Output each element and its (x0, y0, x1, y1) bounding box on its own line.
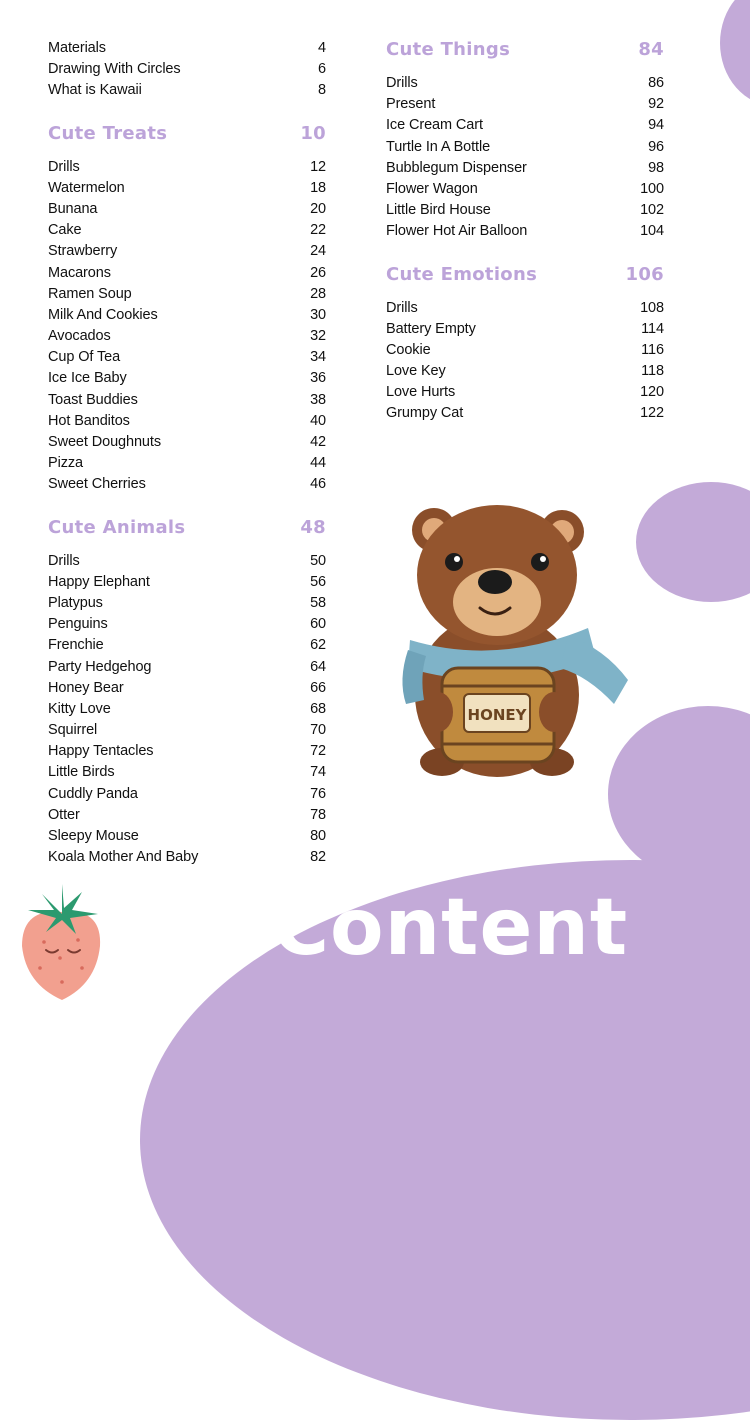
section-list-cute-animals (48, 551, 326, 869)
toc-entry (48, 326, 326, 347)
toc-entry-title: Platypus (48, 594, 103, 611)
section-heading-cute-emotions (386, 263, 664, 287)
section-page: 48 (300, 516, 326, 538)
toc-entry (386, 158, 664, 179)
section-page: 10 (300, 122, 326, 144)
toc-entry (48, 474, 326, 495)
toc-entry-page: 46 (310, 476, 326, 493)
toc-entry-title: Drills (48, 158, 80, 175)
section-title: Cute Things (386, 39, 511, 60)
toc-entry-title: Pizza (48, 455, 83, 472)
toc-entry-title: Ice Cream Cart (386, 117, 483, 134)
toc-entry-page: 68 (310, 700, 326, 717)
section-title: Cute Treats (48, 122, 168, 144)
toc-entry-page: 86 (648, 75, 664, 91)
toc-entry (386, 137, 664, 158)
section-heading-cute-animals (48, 516, 326, 540)
toc-entry-title: Drills (48, 552, 80, 569)
toc-entry-title: Present (386, 96, 436, 113)
toc-entry (48, 411, 326, 432)
toc-entry-page: 34 (310, 349, 326, 366)
toc-entry (48, 263, 326, 284)
toc-entry-page: 108 (640, 299, 664, 316)
toc-entry-title: Sweet Doughnuts (48, 434, 161, 450)
toc-entry-page: 78 (310, 806, 326, 823)
toc-intro-list (48, 38, 326, 102)
toc-entry (48, 80, 326, 101)
toc-entry-title: Materials (48, 40, 106, 56)
toc-entry-page: 4 (318, 40, 326, 56)
toc-entry-page: 38 (310, 391, 326, 408)
toc-entry (386, 361, 664, 382)
decor-circle-top-right (720, 0, 750, 106)
honey-label: HONEY (467, 706, 527, 724)
toc-entry-title: Sleepy Mouse (48, 828, 139, 844)
toc-entry (386, 115, 664, 136)
toc-entry-page: 32 (310, 328, 326, 345)
toc-entry-page: 58 (310, 594, 326, 611)
toc-entry-title: Cookie (386, 341, 431, 358)
toc-entry-page: 120 (640, 384, 664, 401)
toc-entry-title: Grumpy Cat (386, 405, 464, 422)
toc-entry-page: 18 (310, 179, 326, 196)
toc-entry-page: 104 (640, 223, 664, 240)
toc-entry (48, 593, 326, 614)
toc-entry (48, 178, 326, 199)
toc-entry (48, 847, 326, 868)
toc-entry (386, 200, 664, 221)
toc-entry-page: 12 (310, 158, 326, 175)
toc-entry-page: 50 (310, 552, 326, 569)
toc-entry (48, 614, 326, 635)
toc-entry-title: Battery Empty (386, 320, 476, 337)
toc-entry-page: 80 (310, 828, 326, 844)
toc-entry (48, 551, 326, 572)
toc-entry-title: Cake (48, 222, 82, 239)
toc-entry (386, 179, 664, 200)
toc-entry (48, 220, 326, 241)
toc-entry-page: 40 (310, 412, 326, 429)
toc-entry-page: 92 (648, 96, 664, 113)
toc-entry (48, 284, 326, 305)
toc-entry-page: 82 (310, 849, 326, 866)
toc-entry (48, 657, 326, 678)
toc-entry (48, 347, 326, 368)
toc-entry-title: Penguins (48, 616, 108, 633)
toc-entry-title: Honey Bear (48, 679, 124, 696)
toc-entry-title: Drills (386, 299, 418, 316)
toc-entry-title: Happy Tentacles (48, 743, 154, 760)
toc-entry-page: 114 (641, 320, 664, 337)
toc-entry (386, 298, 664, 319)
toc-entry-title: Milk And Cookies (48, 306, 158, 323)
toc-entry-page: 98 (648, 159, 664, 176)
toc-entry-page: 6 (318, 61, 326, 78)
section-page: 84 (638, 39, 664, 60)
toc-entry (48, 432, 326, 453)
toc-entry-page: 20 (310, 200, 326, 217)
toc-entry-page: 64 (310, 658, 326, 675)
toc-entry (48, 678, 326, 699)
strawberry-illustration (16, 884, 108, 1000)
toc-entry (386, 340, 664, 361)
section-page: 106 (625, 263, 664, 285)
toc-entry-title: Squirrel (48, 722, 98, 739)
toc-entry-page: 96 (648, 138, 664, 155)
toc-entry-title: Avocados (48, 328, 111, 345)
section-heading-cute-treats (48, 122, 326, 146)
toc-entry (48, 59, 326, 80)
toc-entry-page: 8 (318, 82, 326, 99)
toc-entry (48, 784, 326, 805)
toc-entry (48, 762, 326, 783)
toc-entry-page: 72 (310, 743, 326, 760)
section-heading-cute-things (386, 38, 664, 62)
toc-entry (386, 73, 664, 94)
toc-entry-page: 94 (648, 117, 664, 134)
toc-entry-page: 62 (310, 637, 326, 654)
toc-entry-title: Ramen Soup (48, 285, 132, 302)
toc-entry (386, 382, 664, 403)
section-title: Cute Animals (48, 516, 186, 538)
toc-entry-page: 56 (310, 573, 326, 590)
toc-entry-page: 116 (641, 341, 664, 358)
section-list-cute-treats (48, 157, 326, 496)
toc-entry-title: Party Hedgehog (48, 658, 152, 675)
toc-entry-title: Watermelon (48, 179, 125, 196)
toc-entry-title: Turtle In A Bottle (386, 138, 491, 155)
section-title: Cute Emotions (386, 263, 538, 285)
toc-entry (48, 805, 326, 826)
toc-entry-title: Koala Mother And Baby (48, 849, 199, 866)
toc-right-column (386, 38, 664, 425)
toc-entry (48, 305, 326, 326)
decor-circle-mid-right (636, 482, 750, 602)
toc-entry-page: 76 (310, 785, 326, 802)
toc-entry (48, 368, 326, 389)
toc-entry-title: Strawberry (48, 243, 118, 260)
page-title: Content (271, 883, 629, 973)
toc-entry-title: Bunana (48, 200, 98, 217)
toc-entry-title: Little Bird House (386, 202, 491, 219)
section-list-cute-things (386, 73, 664, 243)
toc-entry (48, 157, 326, 178)
toc-entry-title: Kitty Love (48, 700, 111, 717)
toc-entry-title: Cuddly Panda (48, 785, 138, 802)
toc-entry (48, 241, 326, 262)
toc-entry-title: Little Birds (48, 764, 115, 781)
honey-bear-illustration (392, 490, 648, 782)
toc-entry-title: Happy Elephant (48, 573, 150, 590)
section-list-cute-emotions (386, 298, 664, 425)
toc-entry-page: 74 (310, 764, 326, 781)
toc-entry-page: 26 (310, 264, 326, 281)
toc-entry-title: Flower Wagon (386, 180, 478, 197)
toc-entry-page: 70 (310, 722, 326, 739)
toc-entry-title: What is Kawaii (48, 82, 142, 99)
toc-entry (48, 826, 326, 847)
toc-entry (48, 199, 326, 220)
toc-entry (386, 319, 664, 340)
toc-entry (48, 699, 326, 720)
toc-entry-page: 28 (310, 285, 326, 302)
toc-entry-title: Cup Of Tea (48, 349, 121, 366)
toc-entry-title: Sweet Cherries (48, 476, 146, 493)
toc-entry-title: Otter (48, 806, 80, 823)
toc-entry-title: Love Key (386, 363, 446, 380)
toc-entry-page: 102 (640, 202, 664, 219)
toc-entry (386, 94, 664, 115)
toc-entry (48, 453, 326, 474)
toc-entry-title: Drawing With Circles (48, 61, 181, 78)
toc-entry-page: 60 (310, 616, 326, 633)
toc-entry-page: 24 (310, 243, 326, 260)
toc-entry-title: Macarons (48, 264, 111, 281)
toc-entry-page: 22 (310, 222, 326, 239)
toc-entry-page: 44 (310, 455, 326, 472)
toc-entry (48, 741, 326, 762)
toc-entry-page: 100 (640, 180, 664, 197)
toc-entry (386, 403, 664, 424)
toc-left-column (48, 38, 326, 868)
toc-entry-title: Ice Ice Baby (48, 370, 127, 387)
toc-entry-title: Toast Buddies (48, 391, 138, 408)
toc-entry-title: Drills (386, 75, 418, 91)
toc-entry-title: Love Hurts (386, 384, 456, 401)
toc-entry-title: Flower Hot Air Balloon (386, 223, 528, 240)
toc-entry-title: Hot Banditos (48, 412, 130, 429)
toc-entry-page: 42 (310, 434, 326, 450)
toc-entry (48, 38, 326, 59)
toc-entry-page: 122 (640, 405, 664, 422)
toc-entry (48, 390, 326, 411)
toc-entry-page: 66 (310, 679, 326, 696)
toc-entry (48, 572, 326, 593)
toc-entry (48, 720, 326, 741)
toc-entry-title: Bubblegum Dispenser (386, 159, 527, 176)
toc-entry-title: Frenchie (48, 637, 104, 654)
toc-entry-page: 36 (310, 370, 326, 387)
toc-entry-page: 30 (310, 306, 326, 323)
toc-entry (386, 221, 664, 242)
toc-entry-page: 118 (641, 363, 664, 380)
toc-entry (48, 635, 326, 656)
